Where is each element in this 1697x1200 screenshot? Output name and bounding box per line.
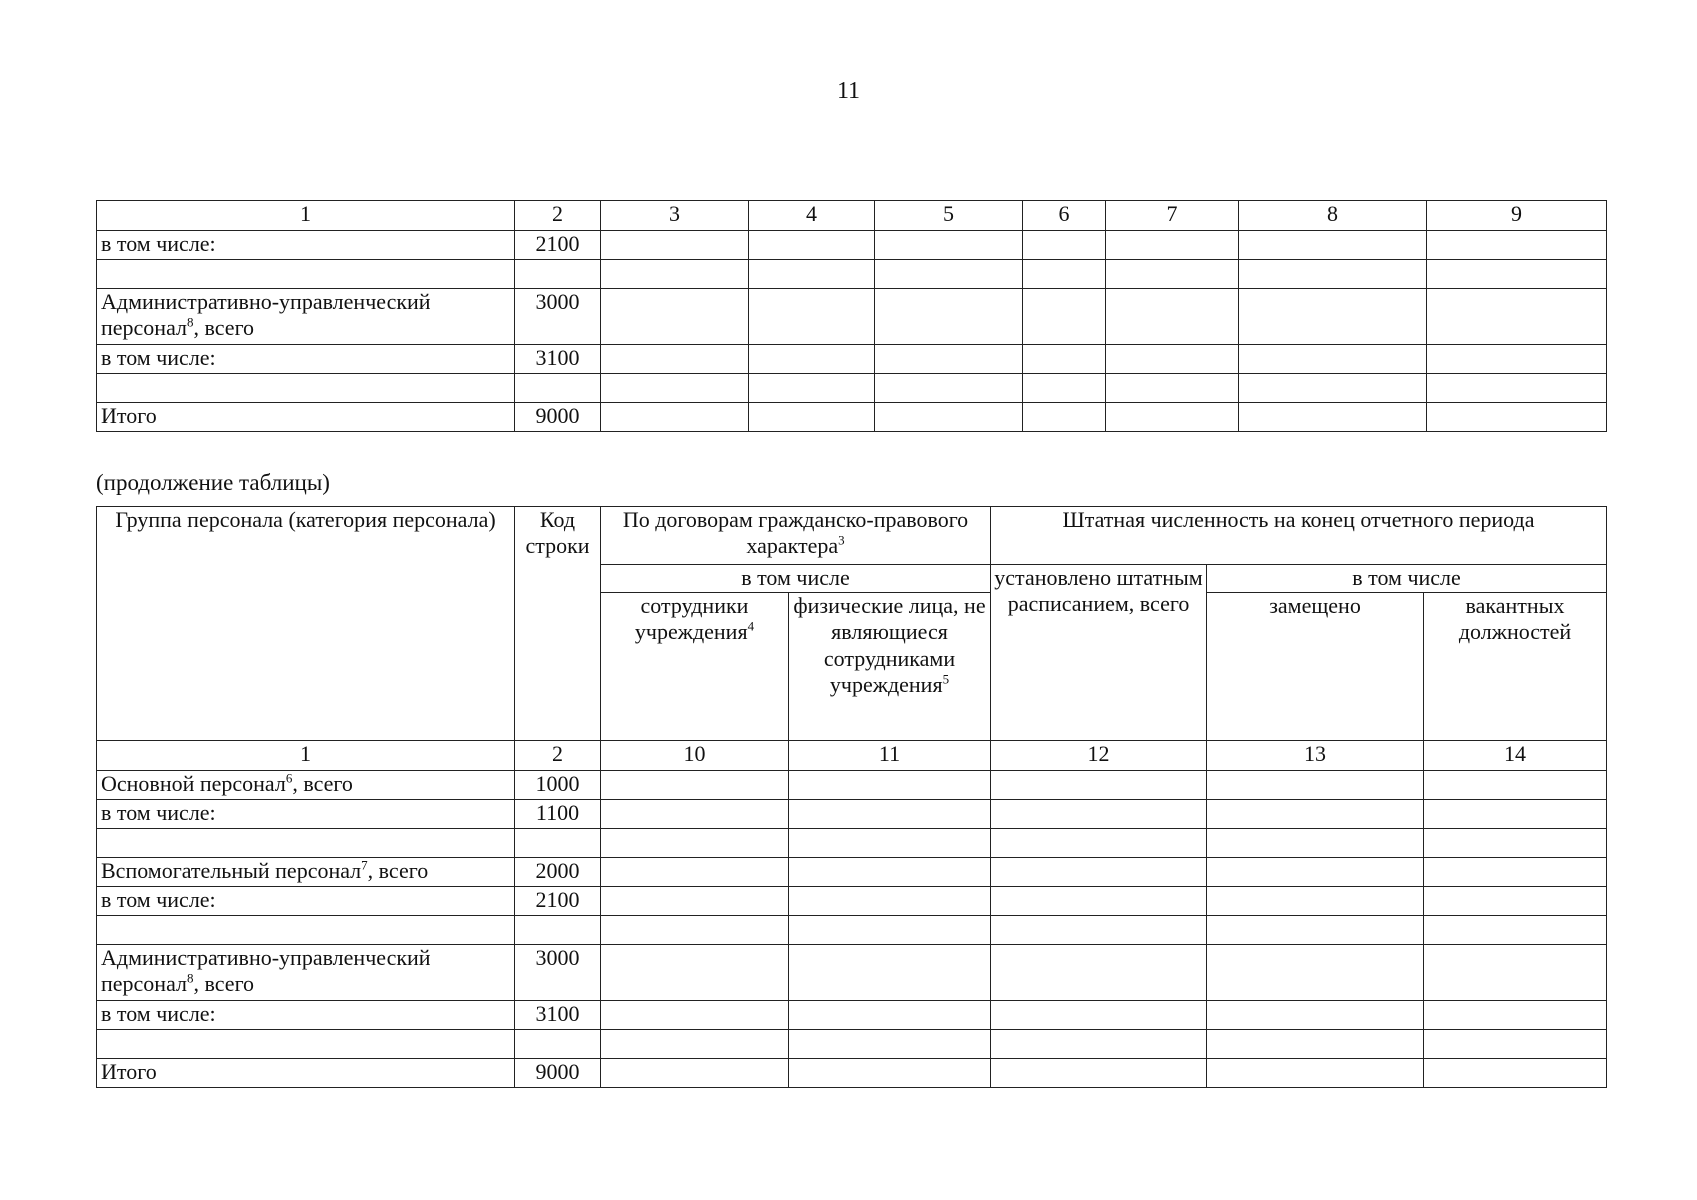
empty-cell[interactable] (991, 858, 1207, 887)
empty-cell[interactable] (1424, 1001, 1607, 1030)
column-number-cell: 6 (1023, 201, 1106, 231)
empty-cell[interactable] (1424, 887, 1607, 916)
empty-cell[interactable] (991, 829, 1207, 858)
empty-cell[interactable] (1106, 289, 1239, 345)
empty-cell[interactable] (1239, 403, 1427, 432)
empty-cell[interactable] (1427, 403, 1607, 432)
staff-table-bottom (96, 506, 1607, 1088)
table-row (97, 345, 1607, 374)
empty-cell[interactable] (991, 1001, 1207, 1030)
empty-cell[interactable] (1106, 403, 1239, 432)
staff-table-top (96, 200, 1607, 432)
empty-cell[interactable] (1023, 231, 1106, 260)
row-code: 3100 (515, 1001, 601, 1030)
header-vacant: вакантных должностей (1424, 593, 1607, 741)
empty-cell[interactable] (1106, 231, 1239, 260)
table-row (97, 374, 1607, 403)
row-label (97, 260, 515, 289)
empty-cell[interactable] (875, 289, 1023, 345)
empty-cell[interactable] (1239, 374, 1427, 403)
column-number-cell: 11 (789, 741, 991, 771)
empty-cell[interactable] (789, 800, 991, 829)
empty-cell[interactable] (601, 916, 789, 945)
header-code: Код строки (515, 507, 601, 741)
empty-cell[interactable] (991, 916, 1207, 945)
empty-cell[interactable] (875, 231, 1023, 260)
empty-cell[interactable] (601, 403, 749, 432)
empty-cell[interactable] (749, 403, 875, 432)
empty-cell[interactable] (1424, 1030, 1607, 1059)
column-number-cell: 8 (1239, 201, 1427, 231)
empty-cell[interactable] (1207, 829, 1424, 858)
column-number-cell: 3 (601, 201, 749, 231)
empty-cell[interactable] (601, 945, 789, 1001)
footnote-marker: 4 (747, 619, 755, 635)
row-code (515, 260, 601, 289)
header-including-2: в том числе (1207, 565, 1607, 593)
empty-cell[interactable] (1427, 374, 1607, 403)
empty-cell[interactable] (1424, 800, 1607, 829)
empty-cell[interactable] (1106, 345, 1239, 374)
empty-cell[interactable] (991, 1059, 1207, 1088)
table-row (97, 403, 1607, 432)
table-row (97, 945, 1607, 1001)
empty-cell[interactable] (1239, 260, 1427, 289)
empty-cell[interactable] (875, 260, 1023, 289)
table-row (97, 771, 1607, 800)
empty-cell[interactable] (991, 771, 1207, 800)
empty-cell[interactable] (749, 231, 875, 260)
table-row (97, 829, 1607, 858)
empty-cell[interactable] (1023, 345, 1106, 374)
empty-cell[interactable] (1207, 1001, 1424, 1030)
empty-cell[interactable] (749, 260, 875, 289)
empty-cell[interactable] (1424, 916, 1607, 945)
empty-cell[interactable] (1023, 403, 1106, 432)
table-row (97, 887, 1607, 916)
table-row (97, 1059, 1607, 1088)
header-individuals: физические лица, не являющиеся сотрудниками учреждения$^5$ (789, 593, 991, 741)
row-code: 2100 (515, 887, 601, 916)
table-row (97, 1001, 1607, 1030)
empty-cell[interactable] (601, 829, 789, 858)
empty-cell[interactable] (789, 916, 991, 945)
row-label: в том числе: (97, 345, 515, 374)
table-row (97, 858, 1607, 887)
column-number-row (97, 741, 1607, 771)
column-number-cell: 2 (515, 201, 601, 231)
empty-cell[interactable] (601, 231, 749, 260)
empty-cell[interactable] (1424, 771, 1607, 800)
row-label: в том числе: (97, 231, 515, 260)
header-staff-number: Штатная численность на конец отчетного периода (991, 507, 1607, 565)
footnote-marker: 3 (838, 533, 845, 549)
empty-cell[interactable] (789, 945, 991, 1001)
row-code: 2000 (515, 858, 601, 887)
row-label: Вспомогательный персонал$^7$, всего (97, 858, 515, 887)
empty-cell[interactable] (1207, 771, 1424, 800)
empty-cell[interactable] (1106, 260, 1239, 289)
row-code: 3100 (515, 345, 601, 374)
empty-cell[interactable] (601, 887, 789, 916)
empty-cell[interactable] (601, 1059, 789, 1088)
empty-cell[interactable] (1106, 374, 1239, 403)
page-number: 11 (836, 78, 861, 104)
empty-cell[interactable] (1424, 829, 1607, 858)
empty-cell[interactable] (1239, 231, 1427, 260)
row-label (97, 374, 515, 403)
header-group: Группа персонала (категория персонала) (97, 507, 515, 741)
empty-cell[interactable] (601, 345, 749, 374)
row-label (97, 829, 515, 858)
footnote-marker: 8 (187, 315, 194, 331)
column-number-cell: 9 (1427, 201, 1607, 231)
empty-cell[interactable] (1207, 916, 1424, 945)
column-number-cell: 1 (97, 741, 515, 771)
footnote-marker: 7 (361, 857, 368, 873)
empty-cell[interactable] (601, 1030, 789, 1059)
row-label (97, 916, 515, 945)
empty-cell[interactable] (601, 800, 789, 829)
column-number-cell: 7 (1106, 201, 1239, 231)
empty-cell[interactable] (1427, 345, 1607, 374)
column-number-cell: 14 (1424, 741, 1607, 771)
empty-cell[interactable] (601, 260, 749, 289)
header-filled: замещено (1207, 593, 1424, 741)
empty-cell[interactable] (601, 289, 749, 345)
table-row (97, 289, 1607, 345)
empty-cell[interactable] (601, 1001, 789, 1030)
footnote-marker: 5 (942, 671, 950, 687)
empty-cell[interactable] (789, 858, 991, 887)
column-number-cell: 2 (515, 741, 601, 771)
empty-cell[interactable] (1239, 345, 1427, 374)
empty-cell[interactable] (875, 374, 1023, 403)
empty-cell[interactable] (749, 374, 875, 403)
header-civil-contracts: По договорам гражданско-правового характера$^3$ (601, 507, 991, 565)
column-number-cell: 5 (875, 201, 1023, 231)
row-code: 2100 (515, 231, 601, 260)
footnote-marker: 8 (187, 971, 194, 987)
header-established: установлено штатным расписанием, всего (991, 565, 1207, 741)
table-row (97, 916, 1607, 945)
empty-cell[interactable] (789, 1030, 991, 1059)
empty-cell[interactable] (789, 887, 991, 916)
column-number-cell: 4 (749, 201, 875, 231)
empty-cell[interactable] (1023, 260, 1106, 289)
table-row (97, 231, 1607, 260)
empty-cell[interactable] (991, 1030, 1207, 1059)
table-row (97, 260, 1607, 289)
row-label: Административно-управленческий персонал$^8$, всего (97, 945, 515, 1001)
empty-cell[interactable] (789, 1001, 991, 1030)
row-code: 9000 (515, 1059, 601, 1088)
row-code (515, 1030, 601, 1059)
empty-cell[interactable] (789, 829, 991, 858)
row-label: в том числе: (97, 800, 515, 829)
empty-cell[interactable] (1239, 289, 1427, 345)
empty-cell[interactable] (1207, 1059, 1424, 1088)
footnote-marker: 6 (285, 770, 293, 786)
row-code: 1000 (515, 771, 601, 800)
empty-cell[interactable] (789, 1059, 991, 1088)
empty-cell[interactable] (1207, 1030, 1424, 1059)
continuation-label: (продолжение таблицы) (96, 470, 330, 495)
row-code (515, 829, 601, 858)
empty-cell[interactable] (1207, 800, 1424, 829)
row-label: Административно-управленческий персонал$^8$, всего (97, 289, 515, 345)
row-code: 3000 (515, 945, 601, 1001)
empty-cell[interactable] (1023, 374, 1106, 403)
empty-cell[interactable] (1023, 289, 1106, 345)
row-label: Итого (97, 1059, 515, 1088)
row-code (515, 374, 601, 403)
empty-cell[interactable] (789, 771, 991, 800)
column-number-cell: 12 (991, 741, 1207, 771)
empty-cell[interactable] (1424, 858, 1607, 887)
empty-cell[interactable] (1207, 887, 1424, 916)
column-number-cell: 13 (1207, 741, 1424, 771)
column-number-row (97, 201, 1607, 231)
empty-cell[interactable] (1427, 231, 1607, 260)
row-label: в том числе: (97, 1001, 515, 1030)
row-label: Итого (97, 403, 515, 432)
column-number-cell: 1 (97, 201, 515, 231)
empty-cell[interactable] (991, 887, 1207, 916)
empty-cell[interactable] (1427, 289, 1607, 345)
row-code: 3000 (515, 289, 601, 345)
empty-cell[interactable] (1424, 945, 1607, 1001)
row-code: 1100 (515, 800, 601, 829)
empty-cell[interactable] (1207, 945, 1424, 1001)
empty-cell[interactable] (749, 289, 875, 345)
row-label: Основной персонал$^6$, всего (97, 771, 515, 800)
empty-cell[interactable] (601, 858, 789, 887)
empty-cell[interactable] (1427, 260, 1607, 289)
empty-cell[interactable] (875, 403, 1023, 432)
empty-cell[interactable] (875, 345, 1023, 374)
table-row (97, 800, 1607, 829)
row-label: в том числе: (97, 887, 515, 916)
header-including: в том числе (601, 565, 991, 593)
empty-cell[interactable] (601, 374, 749, 403)
empty-cell[interactable] (991, 800, 1207, 829)
empty-cell[interactable] (749, 345, 875, 374)
empty-cell[interactable] (1424, 1059, 1607, 1088)
table-row (97, 1030, 1607, 1059)
row-code: 9000 (515, 403, 601, 432)
header-employees: сотрудники учреждения$^4$ (601, 593, 789, 741)
empty-cell[interactable] (991, 945, 1207, 1001)
row-label (97, 1030, 515, 1059)
empty-cell[interactable] (601, 771, 789, 800)
column-number-cell: 10 (601, 741, 789, 771)
row-code (515, 916, 601, 945)
empty-cell[interactable] (1207, 858, 1424, 887)
